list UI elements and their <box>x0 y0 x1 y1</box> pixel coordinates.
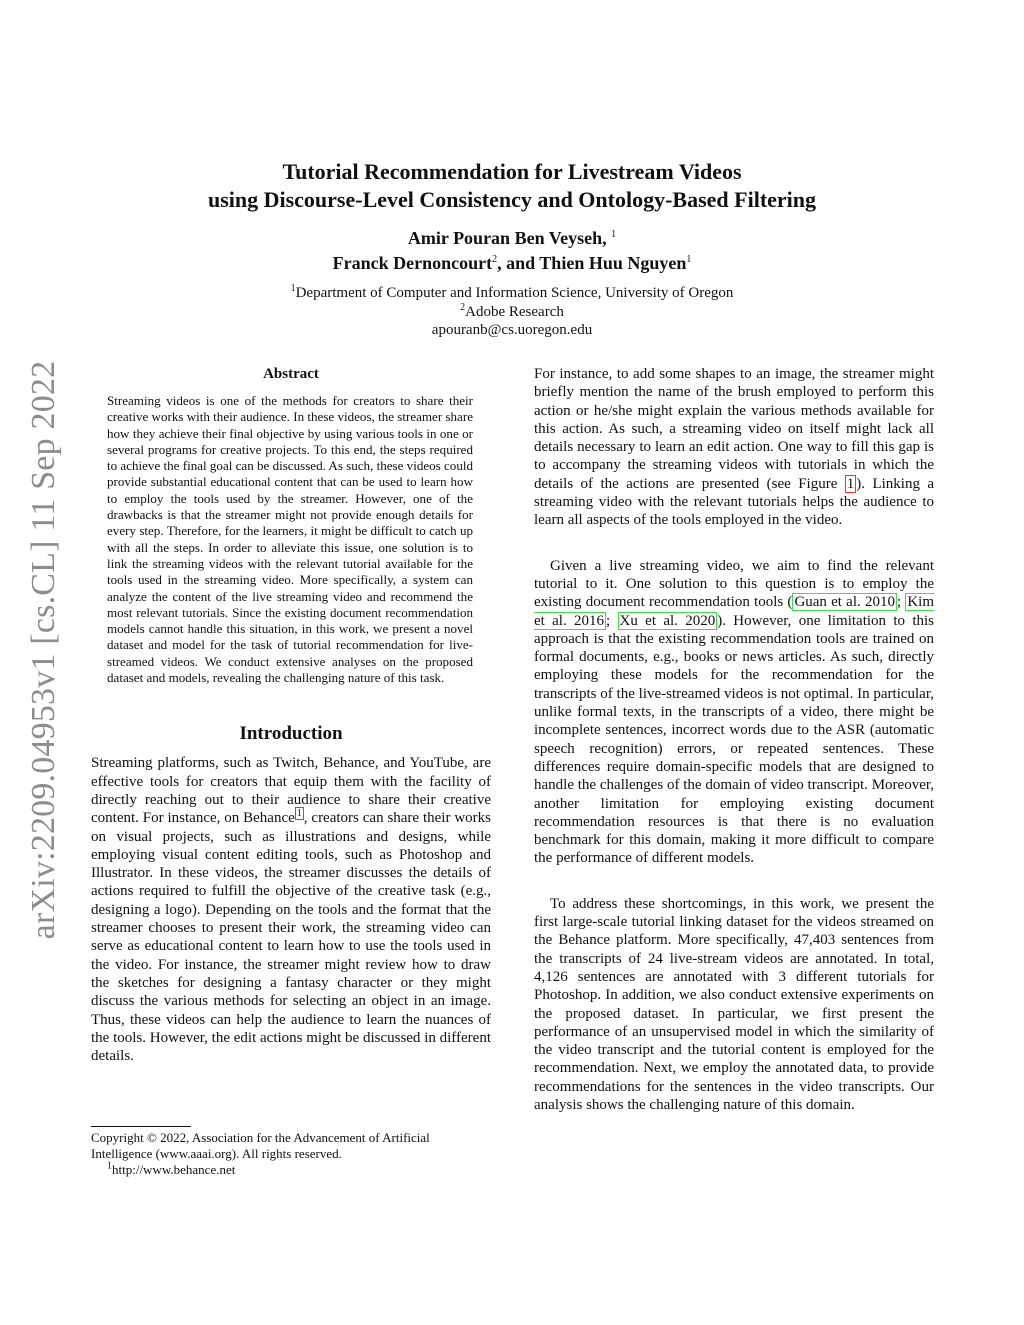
affiliations <box>0 284 1024 340</box>
author-list <box>0 226 1024 276</box>
title-line-2: using Discourse-Level Consistency and Ontology-Based Filtering <box>207 187 817 212</box>
arxiv-stamp <box>24 360 64 940</box>
copyright-notice: Copyright © 2022, Association for the Advancement of Artificial Intelligence (www.aaai.org). All rights reserved. <box>91 1130 430 1161</box>
affiliation-1: $^1$Department of Computer and Information Science, University of Oregon <box>290 283 734 301</box>
citation-xu-2020[interactable]: Xu et al. 2020 <box>619 612 716 629</box>
footnotes <box>91 1126 491 1178</box>
author-1-affil-mark: 1 <box>611 229 617 240</box>
figure-1-link[interactable]: 1 <box>846 475 855 492</box>
author-line-1 <box>0 226 1024 251</box>
author-line-2 <box>0 251 1024 276</box>
author-3-affil-mark: 1 <box>686 254 692 265</box>
author-3: , and Thien Huu Nguyen <box>497 253 687 273</box>
introduction-heading: Introduction <box>239 723 343 745</box>
author-2-affil-mark: 2 <box>492 254 498 265</box>
footnote-link-1[interactable]: 1 <box>296 808 302 820</box>
citation-guan-2010[interactable]: Guan et al. 2010 <box>794 594 895 611</box>
left-column <box>91 365 491 1065</box>
author-1: Amir Pouran Ben Veyseh, <box>407 228 607 248</box>
affiliation-2: $^2$Adobe Research <box>460 301 564 320</box>
footnote-rule <box>91 1126 191 1127</box>
abstract-heading: Abstract <box>263 366 319 382</box>
right-paragraph-2: Given a live streaming video, we aim to find the relevant tutorial to it. One solution to this question is to employ the existing document recommendation tools ( Guan et al. 2010 ; Kim et al. 2016 ; Xu et al. 2020 ). However, one limitation to this approach is that the existing recommendation tools are trained on formal documents, e.g., books or news articles. As such, directly employing these models for the recommendation for the transcripts of the live-streamed videos is not optimal. In particular, unlike formal texts, in the transcripts of a video, there might be incomplete sentences, incorrect words due to the ASR (automatic speech recognition) errors, or repeated sentences. These differences require domain-specific models that are designed to handle the challenges of the domain of video transcript. Moreover, another limitation for employing existing document recommendation resources is that there is no evaluation benchmark for this domain, making it more difficult to compare the performance of different models. <box>534 557 935 867</box>
right-paragraph-1: For instance, to add some shapes to an image, the streamer might briefly mention the name of the brush employed to perform this action or he/she might explain the various methods available for this action. As such, a streaming video on itself might lack all details necessary to learn an edit action. One way to fill this gap is to accompany the streaming videos with tutorials in which the details of the actions are presented (see Figure 1 ). Linking a streaming video with the relevant tutorials helps the audience to learn all aspects of the tools employed in the video. <box>534 366 935 529</box>
paper-title <box>0 158 1024 214</box>
right-paragraph-3: To address these shortcomings, in this work, we present the first large-scale tutorial linking dataset for the videos streamed on the Behance platform. More specifically, 47,403 sentences from the transcripts of 24 live-stream videos are annotated. In total, 4,126 sentences are annotated with 3 different tutorials for Photoshop. In addition, we also conduct extensive experiments on the proposed dataset. In particular, we first present the performance of an unsupervised model in which the similarity of the video transcript and the tutorial content is employed for the recommendation. Next, we employ the annotated data, to provide recommendations for the sentences in the video transcripts. Our analysis shows the challenging nature of this domain. <box>534 895 934 1113</box>
paper-header <box>0 158 1024 340</box>
introduction-paragraph-1: Streaming platforms, such as Twitch, Behance, and YouTube, are effective tools for creators that equip them with the facility of directly reaching out to their audience to share their creative content. For instance, on Behance $^1$ , creators can share their works on visual projects, such as illustrations and designs, while employing visual content editing tools, such as Photoshop and Illustrator. In these videos, the streamer discusses the details of actions required to fulfill the objective of the creative task (e.g., designing a logo). Depending on the tools and the format that the streamer chooses to present their work, the streaming video can serve as educational content to learn how to use the tools used in the video. For instance, the streamer might review how to draw the sketches for designing a fantasy character or they might discuss the various methods for selecting an object in an image. Thus, these videos can help the audience to learn the nuances of the tools. However, the edit actions might be discussed in different details. <box>91 755 491 1065</box>
citation-kim-2016[interactable]: Kim et al. 2016 <box>534 594 934 629</box>
author-2: Franck Dernoncourt <box>332 253 493 273</box>
title-line-1: Tutorial Recommendation for Livestream Videos <box>282 159 742 184</box>
arxiv-stamp-text: arXiv:2209.04953v1 [cs.CL] 11 Sep 2022 <box>25 360 62 940</box>
right-column <box>534 365 934 1114</box>
author-email: apouranb@cs.uoregon.edu <box>431 322 593 338</box>
abstract-text: Streaming videos is one of the methods for creators to share their creative works with their audience. In these videos, the streamer share how they achieve their final objective by using various tools in one or several programs for creative projects. To this end, the steps required to achieve the final goal can be discussed. As such, these videos could provide substantial educational content that can be used to learn how to employ the tools used by the streamer. However, one of the drawbacks is that the streamer might not provide enough details for every step. Therefore, for the learners, it might be difficult to catch up with all the steps. In order to alleviate this issue, one solution is to link the streaming videos with the relevant tutorial available for the tools used in the streaming video. More specifically, a system can analyze the content of the live streaming video and recommend the most relevant tutorials. Since the existing document recommendation models cannot handle this situation, in this work, we present a novel dataset and model for the task of tutorial recommendation for live-streamed videos. We conduct extensive analyses on the proposed dataset and models, revealing the challenging nature of this task. <box>107 393 473 686</box>
footnote-1: $^1$http://www.behance.net <box>107 1160 236 1177</box>
